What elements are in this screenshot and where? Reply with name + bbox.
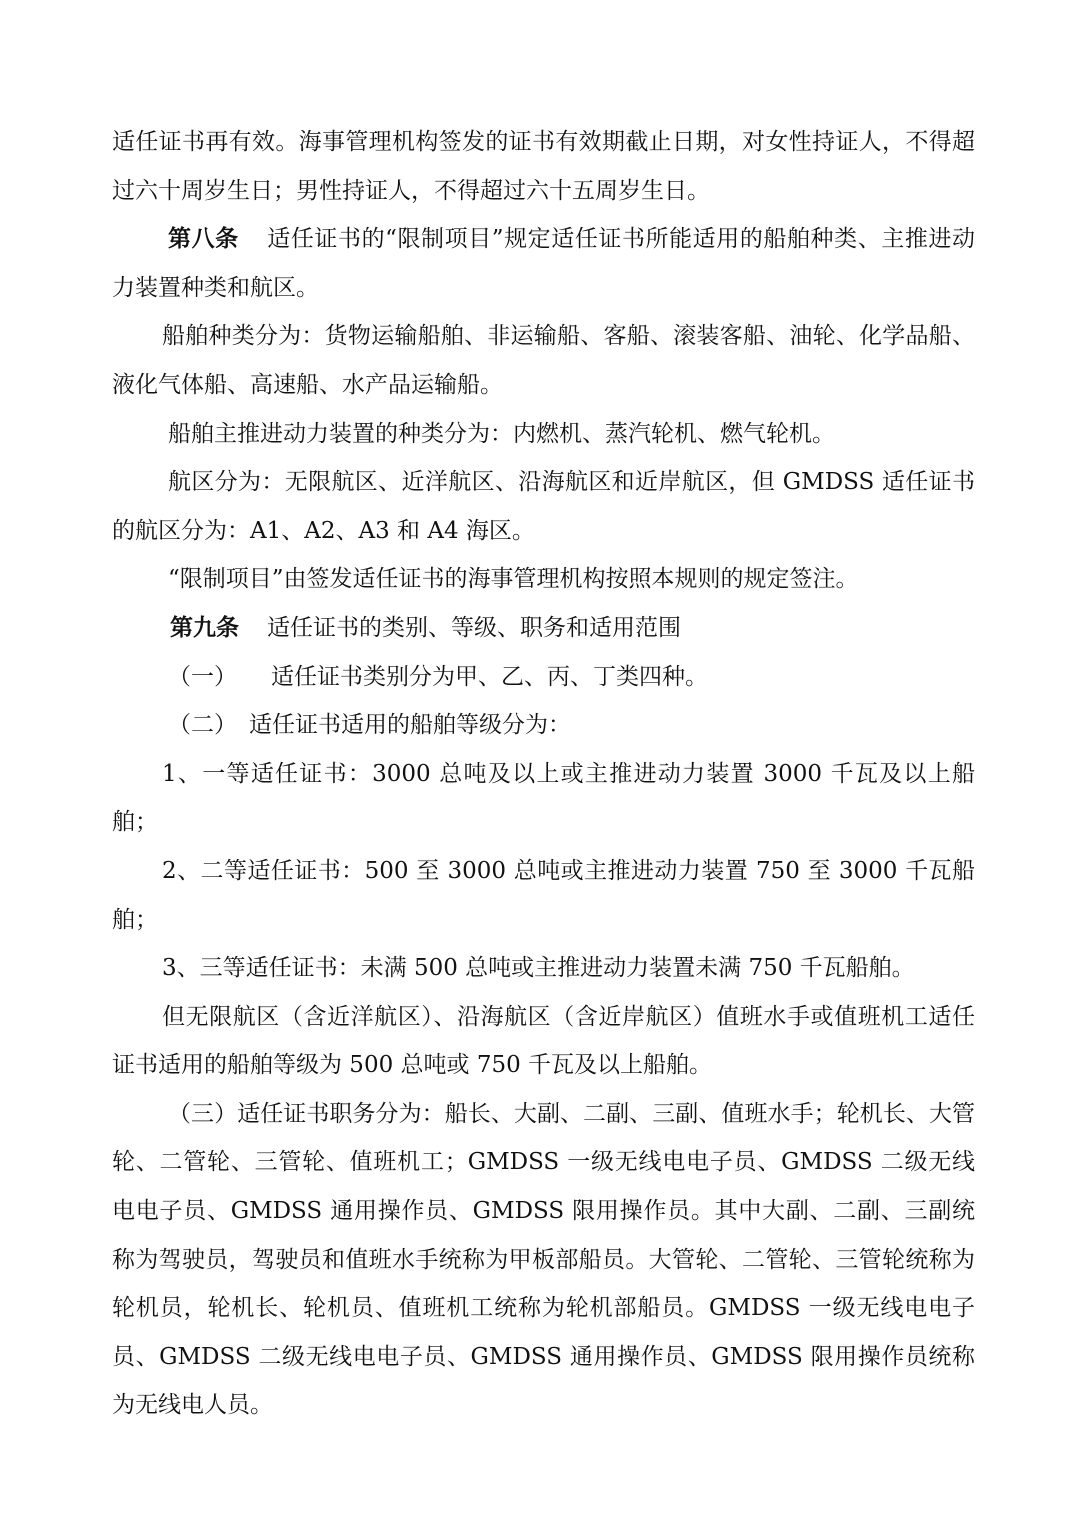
grade-3 xyxy=(112,944,975,993)
item-3-positions xyxy=(112,1090,975,1430)
paragraph-navigation-areas xyxy=(112,458,975,555)
item-label: （一） xyxy=(168,663,237,690)
article-heading: 第八条 xyxy=(168,226,239,253)
paragraph-text: 适任证书类别分为甲、乙、丙、丁类四种。 xyxy=(271,663,708,690)
paragraph-text: 3、三等适任证书：未满 500 总吨或主推进动力装置未满 750 千瓦船舶。 xyxy=(162,955,915,982)
paragraph-text: 适任证书的类别、等级、职务和适用范围 xyxy=(267,614,681,641)
paragraph-text: 航区分为：无限航区、近洋航区、沿海航区和近岸航区，但 GMDSS 适任证书的航区分为：A1、A2、A3 和 A4 海区。 xyxy=(112,469,975,544)
paragraph-text: 船舶主推进动力装置的种类分为：内燃机、蒸汽轮机、燃气轮机。 xyxy=(168,420,835,447)
paragraph-text: 1、一等适任证书：3000 总吨及以上或主推进动力装置 3000 千瓦及以上船舶； xyxy=(112,760,975,836)
paragraph-text: 适任证书的“限制项目”规定适任证书所能适用的船舶种类、主推进动力装置种类和航区。 xyxy=(112,226,975,301)
paragraph-text: （三）适任证书职务分为：船长、大副、二副、三副、值班水手；轮机长、大管轮、二管轮、三管轮、值班机工；GMDSS 一级无线电电子员、GMDSS 二级无线电电子员、GMDSS 通用操作员、GMDSS 限用操作员。其中大副、二副、三副统称为驾驶员，驾驶员和值班水手统称为甲板部船员。大管轮、二管轮、三管轮统称为轮机员，轮机长、轮机员、值班机工统称为轮机部船员。GMDSS 一级无线电电子员、GMDSS 二级无线电电子员、GMDSS 通用操作员、GMDSS 限用操作员统称为无线电人员。 xyxy=(112,1100,975,1419)
paragraph-propulsion-types xyxy=(112,410,975,459)
paragraph-text: 船舶种类分为：货物运输船舶、非运输船、客船、滚装客船、油轮、化学品船、液化气体船、高速船、水产品运输船。 xyxy=(112,323,975,398)
paragraph-text: 适任证书适用的船舶等级分为： xyxy=(249,712,571,739)
paragraph-certificate-validity xyxy=(112,118,975,215)
document-body xyxy=(112,118,975,1430)
grade-2 xyxy=(112,847,975,944)
article-heading: 第九条 xyxy=(170,614,239,641)
item-1-categories xyxy=(112,653,975,702)
article-9 xyxy=(112,604,975,653)
item-2-grades xyxy=(112,701,975,750)
paragraph-watch-rating-grade xyxy=(112,993,975,1090)
item-label: （二） xyxy=(168,712,237,739)
paragraph-ship-types xyxy=(112,312,975,409)
paragraph-text: 2、二等适任证书：500 至 3000 总吨或主推进动力装置 750 至 3000 千瓦船舶； xyxy=(112,857,975,933)
paragraph-text: 但无限航区（含近洋航区）、沿海航区（含近岸航区）值班水手或值班机工适任证书适用的船舶等级为 500 总吨或 750 千瓦及以上船舶。 xyxy=(112,1003,975,1079)
paragraph-text: “限制项目”由签发适任证书的海事管理机构按照本规则的规定签注。 xyxy=(168,566,859,593)
grade-1 xyxy=(112,750,975,847)
paragraph-text: 适任证书再有效。海事管理机构签发的证书有效期截止日期，对女性持证人，不得超过六十周岁生日；男性持证人，不得超过六十五周岁生日。 xyxy=(112,129,975,204)
paragraph-restriction-endorsement xyxy=(112,555,975,604)
article-8 xyxy=(112,215,975,312)
